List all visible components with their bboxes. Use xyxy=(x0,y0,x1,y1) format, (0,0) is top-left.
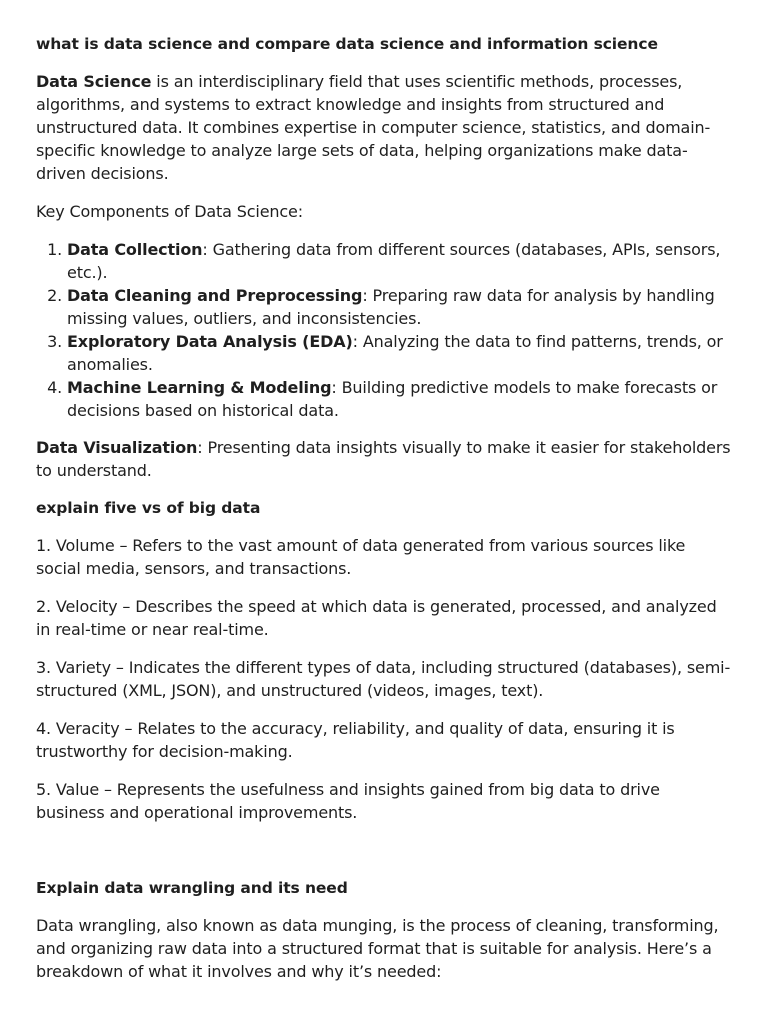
section-heading-data-wrangling: Explain data wrangling and its need xyxy=(36,879,348,897)
definition-text: is an interdisciplinary field that uses scientific methods, processes, algorithms, and systems to extract knowledge and insights from structured and unstructured data. It combines expertise in computer science, statistics, and domain-specific knowledge to analyze large sets of data, helping organizations make data-driven decisions. xyxy=(36,72,711,183)
data-science-definition xyxy=(36,70,732,185)
section-heading-five-vs: explain five vs of big data xyxy=(36,499,261,517)
list-item-term: Machine Learning & Modeling xyxy=(67,378,332,397)
visualization-term: Data Visualization xyxy=(36,438,198,457)
five-vs-item-velocity: 2. Velocity – Describes the speed at which data is generated, processed, and analyzed in real-time or near real-time. xyxy=(36,597,717,639)
list-item-text: : Building predictive models to make forecasts or decisions based on historical data. xyxy=(67,378,718,420)
components-label: Key Components of Data Science: xyxy=(36,202,303,221)
five-vs-item-volume: 1. Volume – Refers to the vast amount of data generated from various sources like social media, sensors, and transactions. xyxy=(36,536,686,578)
section-heading-data-science: what is data science and compare data science and information science xyxy=(36,35,658,53)
list-item-text: : Gathering data from different sources (databases, APIs, sensors, etc.). xyxy=(67,240,721,282)
list-item xyxy=(67,376,732,422)
list-item-term: Data Collection xyxy=(67,240,203,259)
data-visualization-paragraph xyxy=(36,436,732,482)
five-vs-item-value: 5. Value – Represents the usefulness and insights gained from big data to drive business and operational improvements. xyxy=(36,780,660,822)
list-item-term: Data Cleaning and Preprocessing xyxy=(67,286,363,305)
five-vs-item-veracity: 4. Veracity – Relates to the accuracy, reliability, and quality of data, ensuring it is trustworthy for decision-making. xyxy=(36,719,675,761)
components-list xyxy=(36,238,732,422)
list-item xyxy=(67,284,732,330)
list-item xyxy=(67,238,732,284)
list-item-text: : Preparing raw data for analysis by handling missing values, outliers, and inconsistencies. xyxy=(67,286,715,328)
section-spacer xyxy=(36,839,732,877)
list-item xyxy=(67,330,732,376)
visualization-text: : Presenting data insights visually to make it easier for stakeholders to understand. xyxy=(36,438,731,480)
definition-term: Data Science xyxy=(36,72,152,91)
list-item-text: : Analyzing the data to find patterns, trends, or anomalies. xyxy=(67,332,723,374)
data-wrangling-paragraph: Data wrangling, also known as data munging, is the process of cleaning, transforming, and organizing raw data into a structured format that is suitable for analysis. Here’s a breakdown of what it involves and why it’s needed: xyxy=(36,916,719,981)
list-item-term: Exploratory Data Analysis (EDA) xyxy=(67,332,353,351)
five-vs-item-variety: 3. Variety – Indicates the different types of data, including structured (databases), semi-structured (XML, JSON), and unstructured (videos, images, text). xyxy=(36,658,731,700)
